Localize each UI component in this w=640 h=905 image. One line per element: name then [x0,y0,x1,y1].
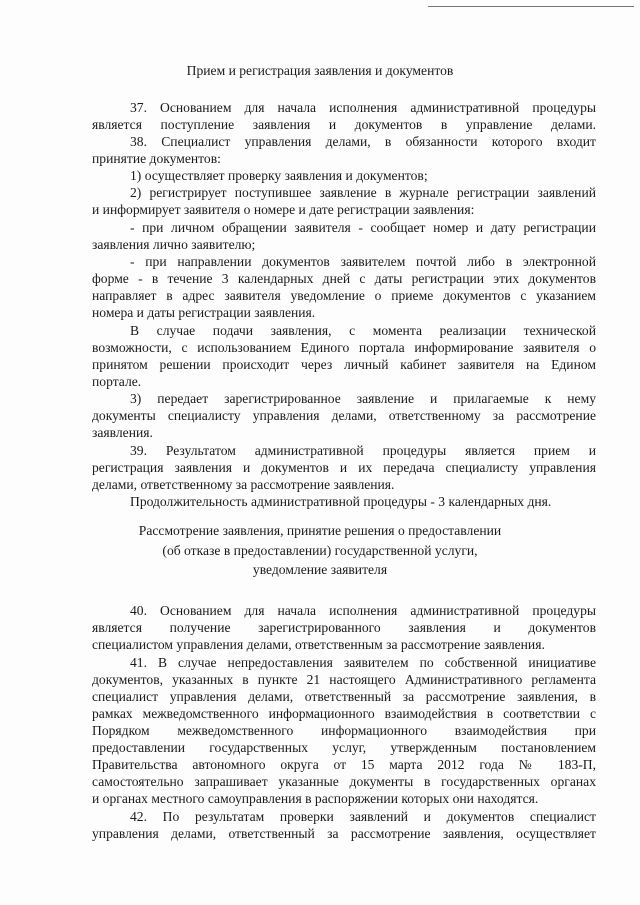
text-line: и органах местного самоуправления в распоряжении которых они находятся. [92,791,539,806]
text-line: документов, указанных в пункте 21 настоящего Административного регламента [92,672,596,687]
text-line: документы специалисту управления делами, ответственному за рассмотрение [92,408,596,423]
text-line: и информирует заявителя о номере и дате регистрации заявления: [92,202,475,217]
text-line: 42. По результатам проверки заявлений и документов специалист [130,809,596,824]
text-line: направляет в адрес заявителя уведомление о приеме документов с указанием [92,288,596,303]
text-line: делами, ответственному за рассмотрение заявления. [92,477,395,492]
text-line: Правительства автономного округа от 15 марта 2012 года № 183-П, [92,757,596,772]
section-heading-reception: Прием и регистрация заявления и документов [186,63,454,78]
text-line: 38. Специалист управления делами, в обязанности которого входит [130,134,596,149]
text-line: рамках межведомственного информационного взаимодействия в соответствии с [92,706,596,721]
text-line: самостоятельно запрашивает указанные документы в государственных органах [92,774,596,789]
section-heading-line: Рассмотрение заявления, принятие решения о предоставлении [138,523,502,538]
text-line: 40. Основанием для начала исполнения административной процедуры [130,603,596,618]
text-line: Продолжительность административной процедуры - 3 календарных дня. [130,494,552,509]
section-heading-line: (об отказе в предоставлении) государственной услуги, [162,542,478,558]
text-line: предоставлении государственных услуг, утвержденным постановлением [92,740,596,755]
text-line: принятом решении происходит через личный кабинет заявителя на Едином [92,357,596,372]
text-line: является получение зарегистрированного заявления и документов [92,620,596,635]
text-line: заявления. [92,425,153,440]
text-line: возможности, с использованием Единого портала информирование заявителя о [92,340,596,355]
text-line: В случае подачи заявления, с момента реализации технической [130,323,596,338]
text-line: - при направлении документов заявителем почтой либо в электронной [130,254,596,269]
text-line: 39. Результатом административной процедуры является прием и [130,443,596,458]
section-heading-line: уведомление заявителя [252,562,388,578]
top-rule [428,6,634,7]
text-line: специалист управления делами, ответственный за рассмотрение заявления, в [92,689,596,704]
text-line: 41. В случае непредоставления заявителем по собственной инициативе [130,655,596,670]
section-heading-review [0,521,640,580]
text-line: регистрация заявления и документов и их передача специалисту управления [92,460,596,475]
text-line: портале. [92,374,142,389]
text-line: 3) передает зарегистрированное заявление и прилагаемые к нему [130,391,596,406]
text-line: является поступление заявления и документов в управление делами. [92,117,596,132]
text-line: 37. Основанием для начала исполнения административной процедуры [130,100,596,115]
text-line: 2) регистрирует поступившее заявление в журнале регистрации заявлений [130,185,596,200]
text-line: специалистом управления делами, ответственным за рассмотрение заявления. [92,637,545,652]
text-line: заявления лично заявителю; [92,237,256,252]
text-line: Порядком межведомственного информационного взаимодействия при [92,723,596,738]
text-line: принятие документов: [92,151,221,166]
text-line: 1) осуществляет проверку заявления и документов; [130,168,428,183]
text-line: управления делами, ответственный за рассмотрение заявления, осуществляет [92,826,596,841]
text-line: - при личном обращении заявителя - сообщает номер и дату регистрации [130,220,596,235]
text-line: номера и даты регистрации заявления. [92,305,316,320]
text-line: форме - в течение 3 календарных дней с даты регистрации этих документов [92,271,596,286]
